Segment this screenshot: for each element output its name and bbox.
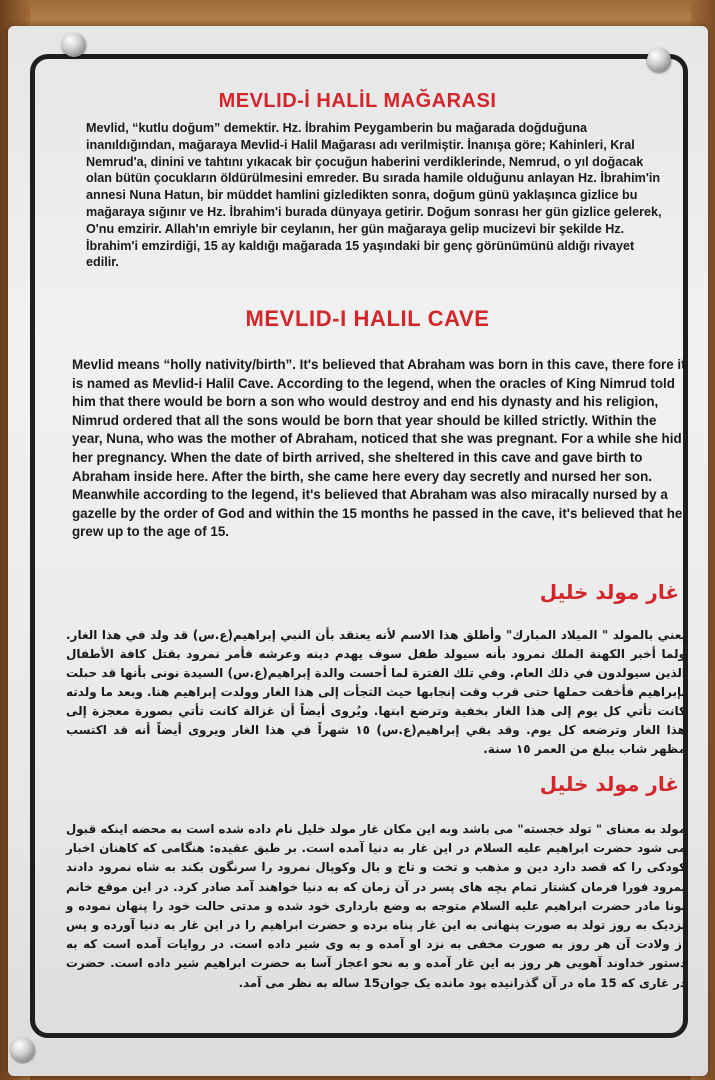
persian-title: غار مولد خليل [539,772,679,796]
bolt-icon-top-left [62,33,86,57]
english-paragraph: Mevlid means “holly nativity/birth”. It's believed that Abraham was born in this cave, there fore it is named as Mevlid-i Halil Cave. According to the legend, when the oracles of King Nimrud told him that there would be born a son who would destroy and end his dynasty and his religion, Nimrud ordered that all the sons would be born that year should be killed strictly. Within the year, Nuna, who was the mother of Abraham, noticed that she was pregnant. For a while she hid her pregnancy. When the date of birth arrived, she sheltered in this cave and gave birth to Abraham inside here. After the birth, she came here every day secretly and nursed her son. Meanwhile according to the legend, it's believed that Abraham was also miracally nursed by a gazelle by the order of God and within the 15 months he passed in the cave, it's believed that he grew up to the age of 15. [72,357,686,540]
bolt-icon-top-right [647,48,671,72]
turkish-title: MEVLID-İ HALİL MAĞARASI [218,90,497,112]
arabic-paragraph: يعني بالمولد " الميلاد المبارك" وأطلق هذا الاسم لأنه يعتقد بأن النبي إبراهيم(ع.س) قد ولد في هذا الغار. ولما أخبر الكهنة الملك نمرود بأنه سيولد طفل سوف يهدم دينه وعرشه فأمر نمرود بقتل كافة الأطفال الذين سيولدون في ذلك العام. وفي تلك الفترة لما أحست والدة إبراهيم(ع.س) السيدة نونى بأنها قد حبلت بإبراهيم فأخفت حملها حتى قرب وقت إنجابها حيث التجأت إلى هذا الغار وولدت إبراهيم هنا. وبعد ما ولدته كانت تأتي كل يوم إلى هذا الغار بخفية وترضع ابنها. ويُروى أيضاً أن غزالة كانت تأتي بصورة معجزة إلى هذا الغار وترضعه كل يوم. وقد بقي إبراهيم(ع.س) ١٥ شهراً في هذا الغار ويروى أيضاً أنه قد اكتسب مظهر شاب يبلغ من العمر ١٥ سنة. [66,628,686,756]
english-title: MEVLID-I HALIL CAVE [245,306,490,331]
persian-paragraph: مولد به معنای " تولد خجسته" می باشد وبه این مکان غار مولد خلیل نام داده شده است به محضه اینکه قبول می شود حضرت ابراهیم علیه السلام در این غار به دنیا آمده است. بر طبق عقیده: هنگامی که کاهنان اخبار کودکی را که قصد دارد دین و مذهب و تخت و تاج و بال وکوپال نمرود را سرنگون بکند به شاه نمرود دادند نمرود فورا فرمان کشتار تمام بچه های پسر در آن زمان که به دنیا خواهند آمد صادر کرد. در این موقع خانم نونا مادر حضرت ابراهیم علیه السلام متوجه به وضع بارداری خود شده و مدتی حالت خود را پنهان نموده و نزدیک به روز تولد به صورت پنهانی به این غار پناه برده و حضرت ابراهیم را در این غار به دنیا آورده و پس از ولادت آن هر روز به صورت مخفی به نزد او آمده و به وی شیر داده است. در روایات آمده است که به دستور خداوند آهویی هر روز به این غار آمده و به نحو اعجاز آسا به حضرت ابراهیم شیر داده است. حضرت در غاری که 15 ماه در آن گذرانیده بود مانده یک جوان15 ساله به نظر می آمد. [66,822,686,990]
bolt-icon-bottom-left [11,1038,35,1062]
turkish-paragraph: Mevlid, “kutlu doğum” demektir. Hz. İbrahim Peygamberin bu mağarada doğduğuna inanıldığından, mağaraya Mevlid-i Halil Mağarası adı verilmiştir. İnanışa göre; Kahinleri, Kral Nemrud'a, dinini ve tahtını yıkacak bir çocuğun haberini verdiklerinde, Nemrud, o yıl doğacak olan bütün çocukların öldürülmesini emreder. Bu sırada hamile olduğunu anlayan Hz. İbrahim'in annesi Nuna Hatun, bir müddet hamlini gizledikten sonra, doğum günü yaklaşınca gizlice bu mağaraya sığınır ve Hz. İbrahim'i burada dünyaya getirir. Doğum sonrası her gün gizlice gelerek, O'nu emzirir. Allah'ın emriyle bir ceylanın, her gün mağaraya gelip mucizevi bir şekilde Hz. İbrahim'i emzirdiği, 15 ay kaldığı mağarada 15 yaşındaki bir genç görünümünü aldığı rivayet edilir. [86,121,662,270]
arabic-title: غار مولد خليل [539,580,679,604]
